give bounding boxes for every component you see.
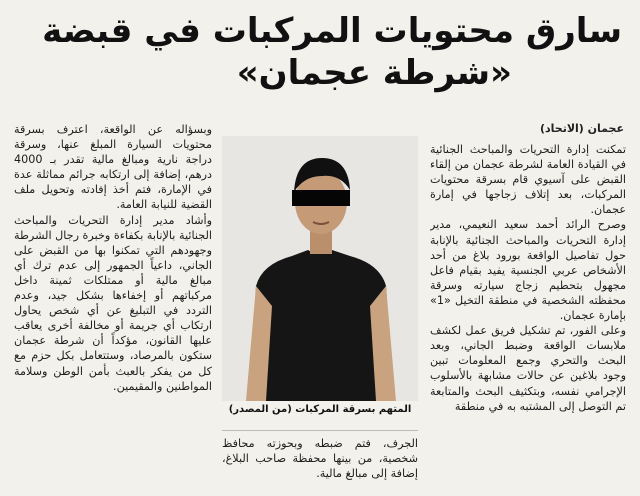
- paragraph: وأشاد مدير إدارة التحريات والمباحث الجنائية بالإنابة بكفاءة وخبرة رجال الشرطة وجهودهم التي تمكنوا بها من القبض على الجاني، داعياً الجمهور إلى عدم ترك أي مبالغ مالية أو ممتلكات ثمينة داخل مركباتهم أو إخفاءها بشكل جيد، وعدم التردد في التبليغ عن أي شخص يحاول ارتكاب أي جريمة أو مخالفة أخرى يعاقب عليها القانون، مؤكداً أن شرطة عجمان ستكون بالمرصاد، وستتعامل بكل حزم مع كل من يفكر بالعبث بأمن الوطن وسلامة المواطنين والمقيمين.: [14, 213, 212, 393]
- headline-line-2: «شرطة عجمان»: [236, 53, 512, 93]
- paragraph: وبسؤاله عن الواقعة، اعترف بسرقة محتويات السيارة المبلغ عنها، وسرقة دراجة نارية ومبالغ مالية تقدر بـ 4000 درهم، إضافة إلى ارتكابه جرائم مماثلة عدة في الإمارة، فتم أخذ إفادته وتحويل ملف القضية للنيابة العامة.: [14, 123, 212, 212]
- byline: عجمان (الاتحاد): [539, 122, 624, 135]
- paragraph: وصرح الرائد أحمد سعيد النعيمي، مدير إدارة التحريات والمباحث الجنائية بالإنابة حول تفاصيل الواقعة بورود بلاغ من أحد الأشخاص عربي الجنسية يفيد بقيام فاعل مجهول بتحطيم زجاج سيارته وسرقة محفظته الشخصية في منطقة التخيل «1» بإمارة عجمان.: [430, 218, 626, 323]
- paragraph: وعلى الفور، تم تشكيل فريق عمل لكشف ملابسات الواقعة وضبط الجاني، وبعد البحث والتحري وجمع المعلومات تبين وجود بلاغين عن حالات مشابهة بالأسلوب الإجرامي نفسه، وبتكثيف البحث والمتابعة تم التوصل إلى المشتبه به في منطقة: [430, 324, 626, 413]
- suspect-photo-illustration: [222, 136, 418, 401]
- caption-divider: [222, 430, 418, 431]
- photo-caption: المتهم بسرقة المركبات (من المصدر): [228, 404, 412, 415]
- headline-line-1: سارق محتويات المركبات في قبضة: [42, 11, 622, 51]
- article-column-left: [14, 122, 212, 494]
- article-column-middle: [222, 436, 418, 494]
- paragraph: الجرف، فتم ضبطه وبحوزته محافظ شخصية، من بينها محفظة صاحب البلاغ، إضافة إلى مبالغ مالية.: [222, 437, 418, 481]
- article-headline: [12, 10, 622, 94]
- suspect-photo: [222, 136, 418, 401]
- paragraph: تمكنت إدارة التحريات والمباحث الجنائية في القيادة العامة لشرطة عجمان من إلقاء القبض على آسيوي قام بسرقة محتويات المركبات، بعد إتلاف زجاجها في إمارة عجمان.: [430, 143, 626, 217]
- article-column-right: [430, 142, 626, 494]
